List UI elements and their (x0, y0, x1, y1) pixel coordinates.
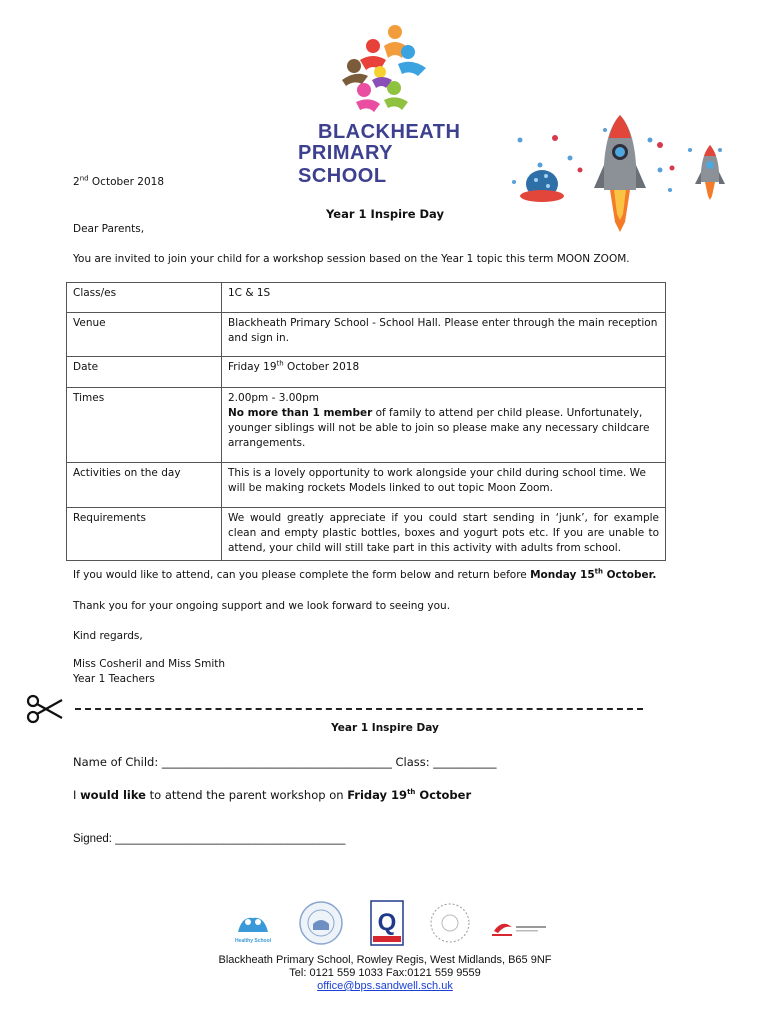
signatory-names: Miss Cosheril and Miss Smith (73, 658, 226, 670)
row-value: Blackheath Primary School - School Hall. Please enter through the main reception and sign in. (222, 313, 666, 357)
award-seal-icon (298, 900, 344, 946)
table-row (67, 283, 666, 313)
logo-figures-icon (298, 8, 478, 120)
greeting: Dear Parents, (73, 223, 145, 235)
row-label: Class/es (67, 283, 222, 313)
thanks-text: Thank you for your ongoing support and we look forward to seeing you. (73, 600, 451, 612)
child-name-field[interactable]: Name of Child: ________________________________________ Class: ___________ (73, 755, 497, 769)
healthy-school-icon (228, 912, 278, 934)
signatory-role: Year 1 Teachers (73, 673, 155, 685)
letter-title: Year 1 Inspire Day (326, 207, 444, 221)
footer-email-wrapper (0, 980, 770, 993)
details-table (66, 282, 666, 561)
row-label: Activities on the day (67, 463, 222, 508)
arts-council-icon (428, 902, 472, 944)
table-row (67, 313, 666, 357)
partner-logo-icon (490, 917, 550, 939)
row-label: Venue (67, 313, 222, 357)
healthy-school-badge: Healthy School (228, 912, 278, 944)
form-title: Year 1 Inspire Day (331, 722, 439, 734)
footer-address: Blackheath Primary School, Rowley Regis, West Midlands, B65 9NF (218, 954, 552, 966)
quality-mark-icon (370, 900, 404, 946)
footer-phone: Tel: 0121 559 1033 Fax:0121 559 9559 (289, 967, 481, 979)
cut-line (75, 708, 643, 710)
regards-text: Kind regards, (73, 630, 143, 642)
table-row (67, 463, 666, 508)
row-label: Requirements (67, 508, 222, 561)
letter-date: 2nd October 2018 (73, 174, 165, 188)
intro-paragraph: You are invited to join your child for a workshop session based on the Year 1 topic this term MOON ZOOM. (73, 253, 630, 265)
row-label: Times (67, 388, 222, 463)
table-row (67, 508, 666, 561)
attend-statement: I would like to attend the parent workshop on Friday 19th October (73, 788, 472, 802)
logo-text-line1: BLACKHEATH (318, 121, 461, 143)
small-rocket-icon (695, 145, 725, 200)
ufo-icon (520, 170, 564, 202)
table-row (67, 388, 666, 463)
svg-text:Q: Q (377, 909, 397, 936)
footer-email-link[interactable]: office@bps.sandwell.sch.uk (317, 980, 453, 992)
row-value: 2.00pm - 3.00pm No more than 1 member of family to attend per child please. Unfortunately, younger siblings will not be able to join so please make any necessary childcare arrangements. (222, 388, 666, 463)
row-value: We would greatly appreciate if you could start sending in ‘junk’, for example clean and empty plastic bottles, boxes and yogurt pots etc. If you are unable to attend, your child will still take part in this activity with adults from school. (222, 508, 666, 561)
scissors-icon (26, 694, 64, 724)
logo-text-line2: PRIMARY SCHOOL (298, 142, 393, 187)
row-label: Date (67, 357, 222, 388)
table-row (67, 357, 666, 388)
attend-instructions: If you would like to attend, can you please complete the form below and return before Monday 15th October. (73, 567, 657, 581)
row-value: Friday 19th October 2018 (222, 357, 666, 388)
signature-field[interactable]: Signed: ____________________________________ (73, 833, 346, 845)
row-value: 1C & 1S (222, 283, 666, 313)
row-value: This is a lovely opportunity to work alongside your child during school time. We will be making rockets Models linked to out topic Moon Zoom. (222, 463, 666, 508)
school-logo (298, 8, 478, 187)
